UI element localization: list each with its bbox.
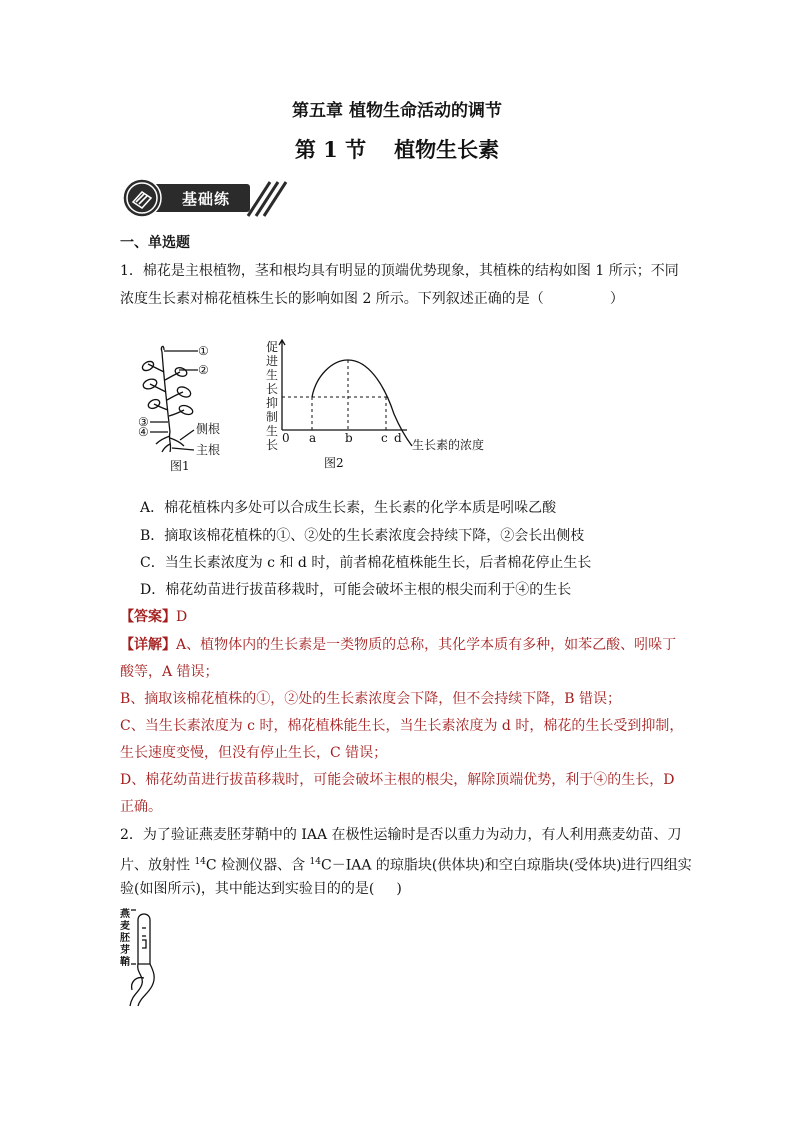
fig2-promote-char-1: 促 [266, 340, 279, 354]
fig2-tick-d: d [394, 431, 402, 445]
fig1-main-root-label: 主根 [196, 443, 221, 457]
fig1-caption: 图1 [170, 459, 190, 472]
fig2-promote-char-2: 进 [266, 354, 279, 368]
section-title [0, 134, 794, 164]
q1-detail-line7: 正确。 [120, 799, 162, 815]
fig2-x-label: 生长素的浓度 [412, 438, 485, 452]
section-number: 第 1 节 [294, 137, 367, 162]
q2-line3: 验(如图所示)，其中能达到实验目的的是( ) [120, 881, 402, 897]
fig2-promote-char-3: 生 [266, 368, 279, 382]
q1-detail-line4: C、当生长素浓度为 c 时，棉花植株能生长，当生长素浓度为 d 时，棉花的生长受到抑制， [120, 718, 684, 734]
figure2-growth-curve [262, 336, 502, 474]
q2-line2: 片、放射性 $^{14}$C 检测仪器、含 $^{14}$C－IAA 的琼脂块(供体块)和空白琼脂块(受体块)进行四组实 [120, 857, 692, 874]
q1-option-c: C．当生长素浓度为 c 和 d 时，前者棉花植株能生长，后者棉花停止生长 [140, 555, 592, 571]
fig2-tick-b: b [345, 431, 353, 445]
fig2-inhibit-char-2: 制 [266, 410, 279, 424]
fig2-caption: 图2 [324, 456, 344, 470]
q1-detail-line6: D、棉花幼苗进行拔苗移栽时，可能会破坏主根的根尖，解除顶端优势，利于④的生长，D [120, 772, 675, 788]
q1-detail-line2: 酸等，A 错误； [120, 664, 219, 680]
q1-line1: 1．棉花是主根植物，茎和根均具有明显的顶端优势现象，其植株的结构如图 1 所示；不同 [120, 263, 679, 279]
fig2-origin: 0 [282, 431, 290, 445]
fig1-lateral-root-label: 侧根 [196, 422, 221, 436]
answer-tag: 【答案】 [120, 609, 176, 625]
q1-line2 [120, 286, 624, 312]
section-heading: 一、单选题 [120, 235, 190, 251]
q2-line1: 2．为了验证燕麦胚芽鞘中的 IAA 在极性运输时是否以重力为动力，有人利用燕麦幼苗、刀 [120, 827, 682, 843]
fig2-tick-a: a [309, 431, 317, 445]
fig2-inhibit-char-1: 抑 [266, 396, 279, 410]
q1-option-a: A．棉花植株内多处可以合成生长素，生长素的化学本质是吲哚乙酸 [140, 500, 557, 516]
chapter-title: 第五章 植物生命活动的调节 [292, 101, 502, 121]
q1-stem-text: 浓度生长素对棉花植株生长的影响如图 2 所示。下列叙述正确的是（ [120, 291, 544, 307]
q1-option-b: B．摘取该棉花植株的①、②处的生长素浓度会持续下降，②会长出侧枝 [140, 528, 585, 544]
svg-text:鞘: 鞘 [120, 957, 130, 968]
answer-value: D [176, 609, 188, 625]
q2-coleoptile-figure [116, 906, 176, 1010]
svg-text:燕: 燕 [120, 909, 130, 920]
detail-tag: 【详解】 [120, 637, 176, 653]
svg-text:胚: 胚 [120, 933, 130, 944]
fig1-mark-3: ③ [138, 415, 149, 429]
q1-detail-line3: B、摘取该棉花植株的①，②处的生长素浓度会下降，但不会持续下降，B 错误； [120, 691, 622, 707]
detail-text: A、植物体内的生长素是一类物质的总称，其化学本质有多种，如苯乙酸、吲哚丁 [176, 637, 677, 653]
fig2-promote-char-4: 长 [266, 382, 279, 396]
q1-detail-line1 [120, 632, 676, 658]
fig1-mark-2: ② [198, 363, 209, 377]
fig2-tick-c: c [381, 431, 388, 445]
q1-close-paren: ） [609, 291, 624, 307]
banner-label: 基础练 [181, 189, 230, 208]
fig2-inhibit-char-4: 长 [266, 438, 279, 452]
q1-option-d: D．棉花幼苗进行拔苗移栽时，可能会破坏主根的根尖而利于④的生长 [140, 582, 572, 598]
q1-answer [120, 604, 187, 630]
fig1-mark-4: ④ [138, 425, 149, 439]
section-name: 植物生长素 [394, 137, 500, 162]
fig2-inhibit-char-3: 生 [266, 424, 279, 438]
svg-text:麦: 麦 [120, 921, 130, 932]
q1-detail-line5: 生长速度变慢，但没有停止生长，C 错误； [120, 745, 388, 761]
figure1-plant-diagram [134, 340, 244, 472]
svg-text:芽: 芽 [120, 945, 130, 956]
fig1-mark-1: ① [198, 344, 209, 358]
